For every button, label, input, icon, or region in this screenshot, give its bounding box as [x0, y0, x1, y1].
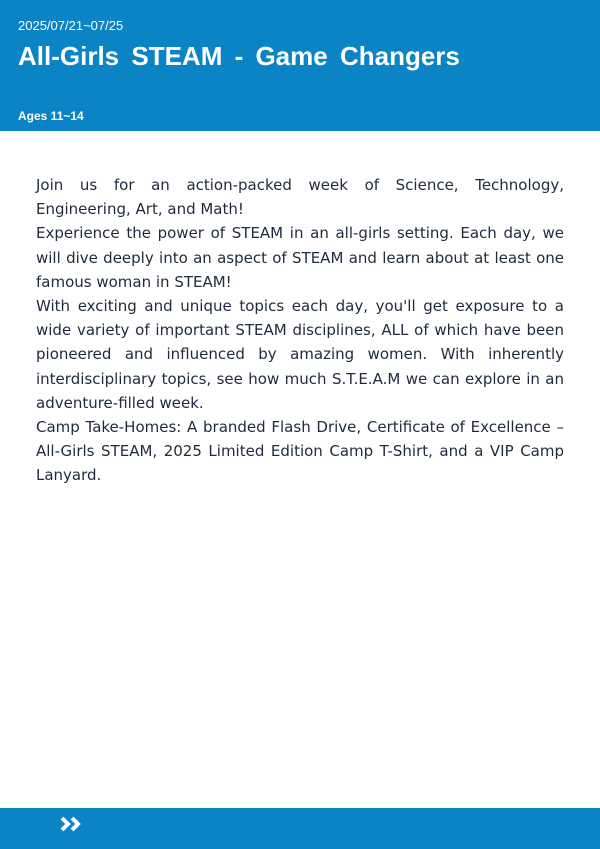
double-chevron-right-icon	[59, 815, 87, 833]
footer-bar	[0, 808, 600, 849]
page-title: All-Girls STEAM - Game Changers	[18, 41, 460, 71]
age-range: Ages 11~14	[18, 109, 84, 123]
description-paragraph: Camp Take-Homes: A branded Flash Drive, Certificate of Excellence – All-Girls STEAM, 2025 Limited Edition Camp T-Shirt, and a VIP Camp Lanyard.	[36, 418, 564, 485]
camp-dates: 2025/07/21~07/25	[18, 18, 124, 33]
header-banner	[0, 0, 600, 131]
description-paragraph: Join us for an action-packed week of Science, Technology, Engineering, Art, and Math!	[36, 176, 564, 219]
description-paragraph: Experience the power of STEAM in an all-girls setting. Each day, we will dive deeply into an aspect of STEAM and learn about at least one famous woman in STEAM!	[36, 224, 564, 291]
description-paragraph: With exciting and unique topics each day, you'll get exposure to a wide variety of important STEAM disciplines, ALL of which have been pioneered and influenced by amazing women. With inherently interdisciplinary topics, see how much S.T.E.A.M we can explore in an adventure-filled week.	[36, 297, 564, 412]
description-body	[36, 173, 564, 488]
